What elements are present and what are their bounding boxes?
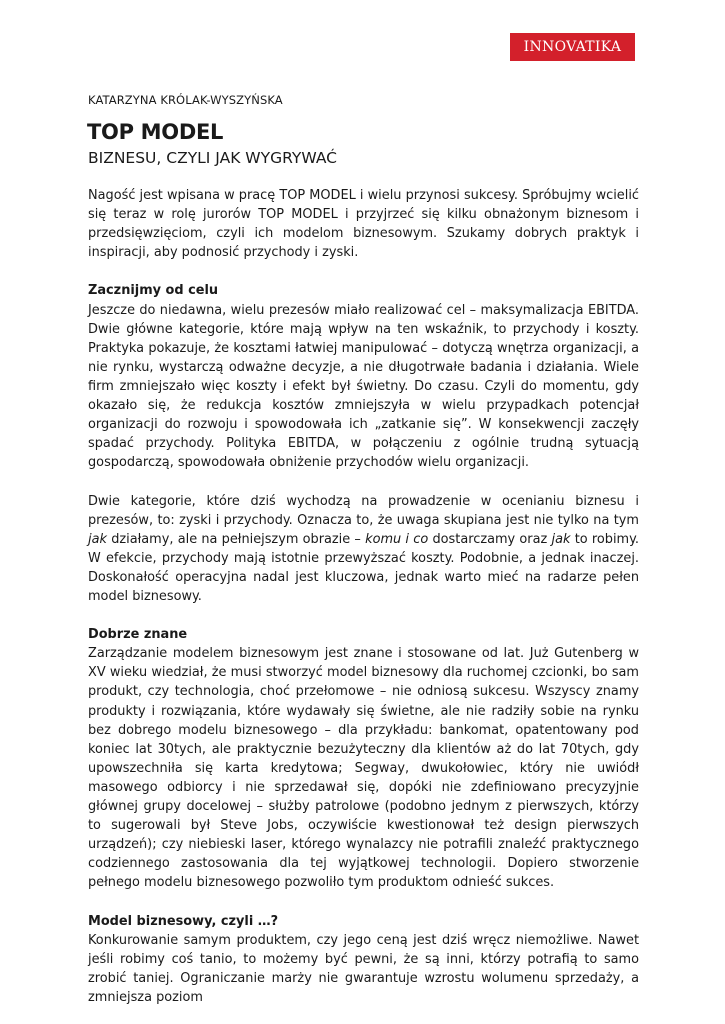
article-subtitle: BIZNESU, CZYLI JAK WYGRYWAĆ — [88, 149, 337, 167]
paragraph-gap — [88, 262, 639, 281]
section-cel-paragraph-2 — [88, 492, 639, 607]
intro-paragraph: Nagość jest wpisana w pracę TOP MODEL i wielu przynosi sukcesy. Spróbujmy wcielić się teraz w rolę jurorów TOP MODEL i przyjrzeć się kilku obnażonym biznesom i przedsięwzięciom, czyli ich modelom biznesowym. Szukamy dobrych praktyk i inspiracji, aby podnosić przychody i zyski. — [88, 188, 639, 261]
article-body — [88, 186, 639, 1007]
section-dobrze-znane-paragraph: Zarządzanie modelem biznesowym jest znane i stosowane od lat. Już Gutenberg w XV wieku wiedział, że musi stworzyć model biznesowy dla ruchomej czcionki, bo sam produkt, czy technologia, choć przełomowe – nie odniosą sukcesu. Wszyscy znamy produkty i rozwiązania, które wydawały się świetne, ale nie radziły sobie na rynku bez dobrego modelu biznesowego – dla przykładu: bankomat, opatentowany pod koniec lat 30tych, ale praktycznie bezużyteczny dla klientów aż do lat 70tych, gdy upowszechniła się karta kredytowa; Segway, dwukołowiec, który nie uwiódł masowego odbiorcy i nie sprzedawał się, dopóki nie zdefiniowano precyzyjnie głównej grupy docelowej – służby patrolowe (podobno jednym z pierwszych, którzy to sugerowali był Steve Jobs, oczywiście kwestionował też design pierwszych urządzeń); czy niebieski laser, którego wynalazcy nie potrafili znaleźć praktycznego codziennego zastosowania dla tej wyjątkowej technologii. Dopiero stworzenie pełnego modelu biznesowego pozwoliło tym produktom odnieść sukces. — [88, 646, 639, 891]
author-name: KATARZYNA KRÓLAK-WYSZYŃSKA — [88, 93, 283, 107]
logo-text: INNOVATIKA — [523, 39, 622, 55]
text-run: Dwie kategorie, które dziś wychodzą na prowadzenie w ocenianiu biznesu i prezesów, to: zyski i przychody. Oznacza to, że uwaga skupiana jest nie tylko na tym — [88, 493, 639, 528]
paragraph-gap — [88, 892, 639, 911]
paragraph-gap — [88, 606, 639, 625]
emphasis-text: jak — [88, 531, 107, 547]
section-heading-dobrze-znane: Dobrze znane — [88, 627, 188, 643]
section-model-paragraph: Konkurowanie samym produktem, czy jego ceną jest dziś wręcz niemożliwe. Nawet jeśli robimy coś tanio, to możemy być pewni, że są inni, którzy potrafią to samo zrobić taniej. Ograniczanie marży nie gwarantuje wzrostu wolumenu sprzedaży, a zmniejsza poziom — [88, 932, 639, 1005]
section-heading-model: Model biznesowy, czyli …? — [88, 913, 279, 929]
section-cel-paragraph-1: Jeszcze do niedawna, wielu prezesów miało realizować cel – maksymalizacja EBITDA. Dwie główne kategorie, które mają wpływ na ten wskaźnik, to przychody i koszty. Praktyka pokazuje, że kosztami łatwiej manipulować – dotyczą wnętrza organizacji, a nie rynku, wystarczą odważne decyzje, a nie długotrwałe badania i działania. Wiele firm zmniejszało więc koszty i efekt był świetny. Do czasu. Czyli do momentu, gdy okazało się, że redukcja kosztów zmniejszyła w wielu przypadkach potencjał organizacji do rozwoju i spowodowała ich „zatkanie się”. W konsekwencji zaczęły spadać przychody. Polityka EBITDA, w połączeniu z ogólnie trudną sytuacją gospodarczą, spowodowała obniżenie przychodów wielu organizacji. — [88, 302, 639, 471]
text-run: działamy, ale na pełniejszym obrazie – — [106, 531, 366, 547]
emphasis-text: jak — [551, 531, 571, 547]
innovatika-logo — [510, 33, 635, 61]
section-heading-cel: Zacznijmy od celu — [88, 283, 219, 299]
text-run: dostarczamy oraz — [428, 531, 552, 547]
text-run: to robimy. W efekcie, przychody mają istotnie przewyższać koszty. Podobnie, a jednak inaczej. Doskonałość operacyjna nadal jest kluczowa, jednak warto mieć na radarze pełen model biznesowy. — [88, 531, 640, 604]
article-title: TOP MODEL — [87, 120, 224, 144]
emphasis-text: komu i co — [365, 531, 429, 547]
paragraph-gap — [88, 472, 639, 491]
